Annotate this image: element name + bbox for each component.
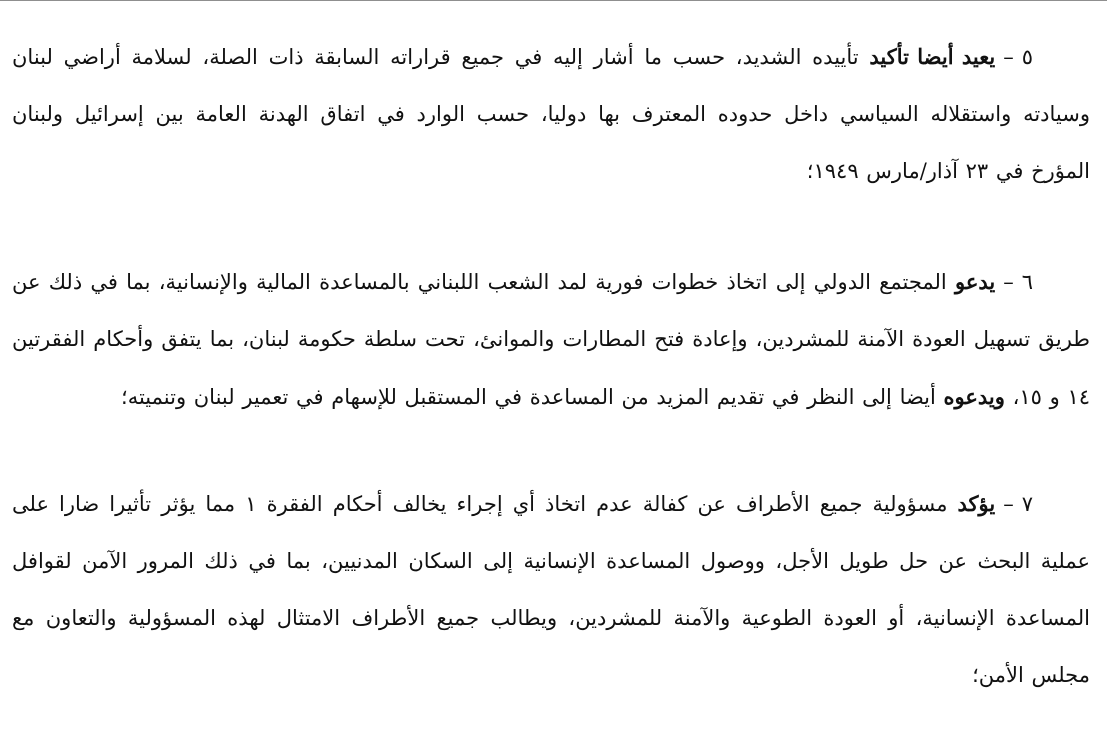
paragraph-text: تأييده الشديد، حسب ما أشار إليه في جميع قراراته السابقة ذات الصلة، لسلامة أراضي لبنان وسيادته واستقلاله السياسي داخل حدوده المعترف بها دوليا، حسب الوارد في اتفاق الهدنة العامة بين إسرائيل ولبنان المؤرخ في ٢٣ آذار/مارس ١٩٤٩؛ xyxy=(12,45,1090,183)
operative-verb: يؤكد xyxy=(957,491,996,516)
paragraph-7 xyxy=(12,475,1090,704)
paragraph-dash: – xyxy=(1003,45,1014,69)
paragraph-dash: – xyxy=(1003,270,1014,294)
operative-verb: يدعو xyxy=(954,269,996,294)
paragraph-text: المجتمع الدولي إلى اتخاذ خطوات فورية لمد الشعب اللبناني بالمساعدة المالية والإنسانية، بما في ذلك عن طريق تسهيل العودة الآمنة للمشردين، وإعادة فتح المطارات والموانئ، تحت سلطة حكومة لبنان، بما يتفق وأحكام الفقرتين ١٤ و ١٥، xyxy=(12,270,1090,409)
paragraph-text: مسؤولية جميع الأطراف عن كفالة عدم اتخاذ أي إجراء يخالف أحكام الفقرة ١ مما يؤثر تأثيرا ضارا على عملية البحث عن حل طويل الأجل، ووصول المساعدة الإنسانية إلى السكان المدنيين، بما في ذلك المرور الآمن لقوافل المساعدة الإنسانية، أو العودة الطوعية والآمنة للمشردين، ويطالب جميع الأطراف الامتثال لهذه المسؤولية والتعاون مع مجلس الأمن؛ xyxy=(12,492,1091,687)
operative-verb-second: ويدعوه xyxy=(943,384,1005,409)
paragraph-number: ٥ xyxy=(1021,45,1033,69)
paragraph-6 xyxy=(12,253,1090,426)
operative-verb: يعيد أيضا تأكيد xyxy=(869,44,996,69)
paragraph-lead xyxy=(955,253,1090,311)
paragraph-5 xyxy=(12,28,1090,200)
paragraph-text-continued: أيضا إلى النظر في تقديم المزيد من المساعدة في المستقبل للإسهام في تعمير لبنان وتنميته؛ xyxy=(121,385,944,409)
paragraph-lead xyxy=(958,475,1091,533)
paragraph-lead xyxy=(869,28,1090,86)
paragraph-number: ٧ xyxy=(1021,492,1033,516)
paragraph-dash: – xyxy=(1003,492,1014,516)
paragraph-number: ٦ xyxy=(1021,270,1033,294)
